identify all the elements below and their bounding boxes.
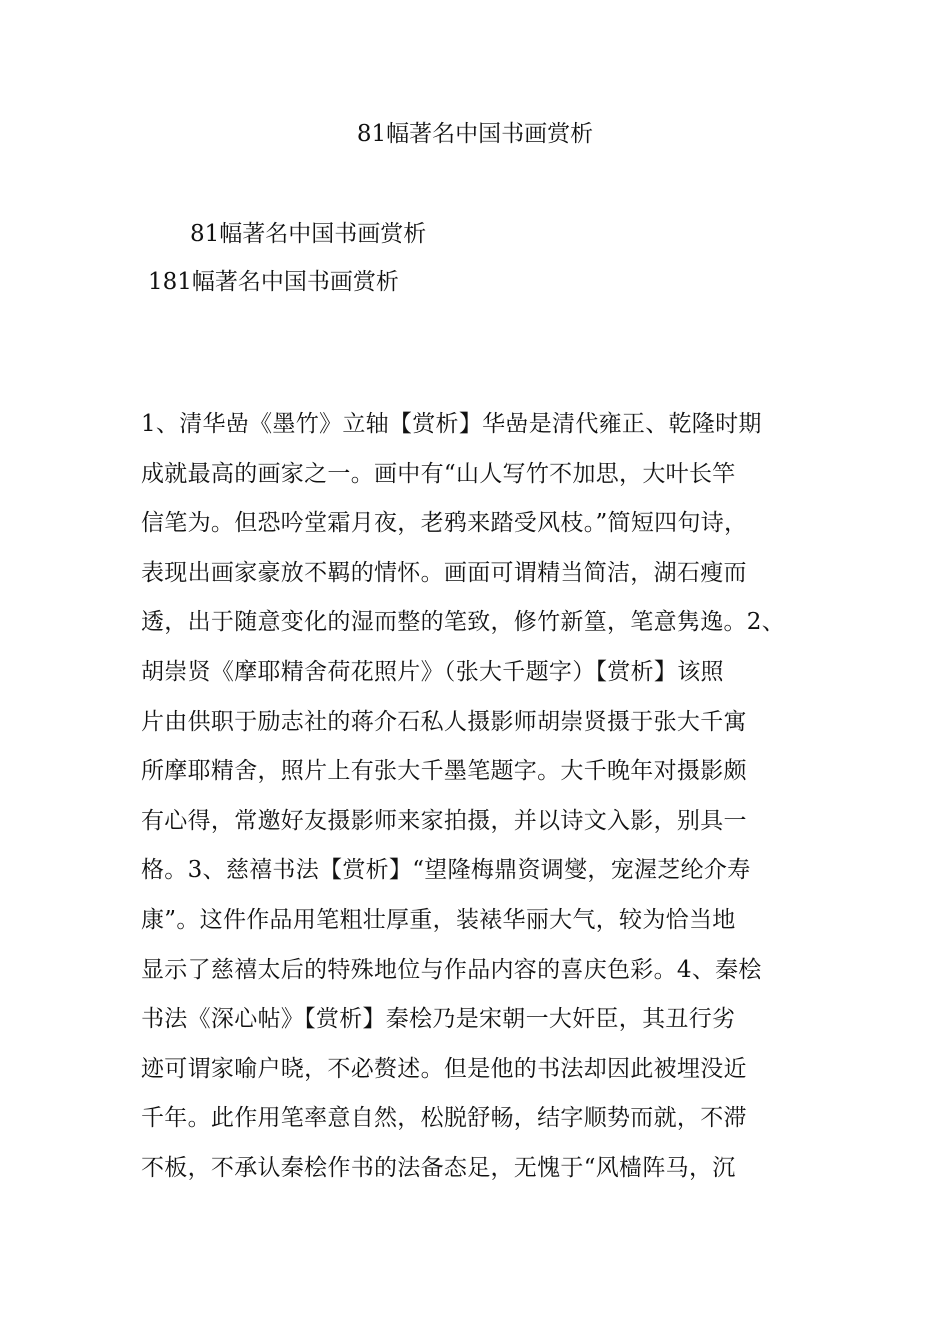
- body-line: 康”。这件作品用笔粗壮厚重，装裱华丽大气，较为恰当地: [141, 906, 736, 933]
- body-line: 显示了慈禧太后的特殊地位与作品内容的喜庆色彩。4、秦桧: [141, 956, 762, 983]
- body-line: 所摩耶精舍，照片上有张大千墨笔题字。大千晚年对摄影颇: [141, 758, 747, 785]
- body-line: 千年。此作用笔率意自然，松脱舒畅，结字顺势而就，不滞: [141, 1105, 747, 1132]
- body-line: 成就最高的画家之一。画中有“山人写竹不加思，大叶长竿: [141, 460, 736, 487]
- body-line: 1、清华嵒《墨竹》立轴【赏析】华嵒是清代雍正、乾隆时期: [141, 411, 762, 437]
- body-line: 不板，不承认秦桧作书的法备态足，无愧于“风樯阵马，沉: [141, 1154, 736, 1181]
- subtitle-2: 181幅著名中国书画赏析: [148, 269, 399, 295]
- body-line: 胡崇贤《摩耶精舍荷花照片》（张大千题字）【赏析】该照: [141, 658, 724, 685]
- body-line: 有心得，常邀好友摄影师来家拍摄，并以诗文入影，别具一: [141, 807, 747, 834]
- body-line: 透，出于随意变化的湿而整的笔致，修竹新篁，笔意隽逸。2、: [141, 609, 786, 636]
- body-line: 格。3、慈禧书法【赏析】“望隆梅鼎资调燮，宠渥芝纶介寿: [141, 857, 751, 884]
- body-line: 书法《深心帖》【赏析】秦桧乃是宋朝一大奸臣，其丑行劣: [141, 1006, 736, 1033]
- page-title: 81幅著名中国书画赏析: [356, 121, 594, 147]
- body-paragraph: [141, 405, 841, 1199]
- body-line: 表现出画家豪放不羁的情怀。画面可谓精当简洁，湖石瘦而: [141, 559, 747, 586]
- subtitle-1: 81幅著名中国书画赏析: [190, 221, 427, 247]
- body-line: 迹可谓家喻户晓，不必赘述。但是他的书法却因此被埋没近: [141, 1055, 747, 1082]
- body-line: 片由供职于励志社的蒋介石私人摄影师胡崇贤摄于张大千寓: [141, 708, 747, 735]
- body-line: 信笔为。但恐吟堂霜月夜，老鸦来踏受风枝。”简短四句诗，: [141, 510, 748, 537]
